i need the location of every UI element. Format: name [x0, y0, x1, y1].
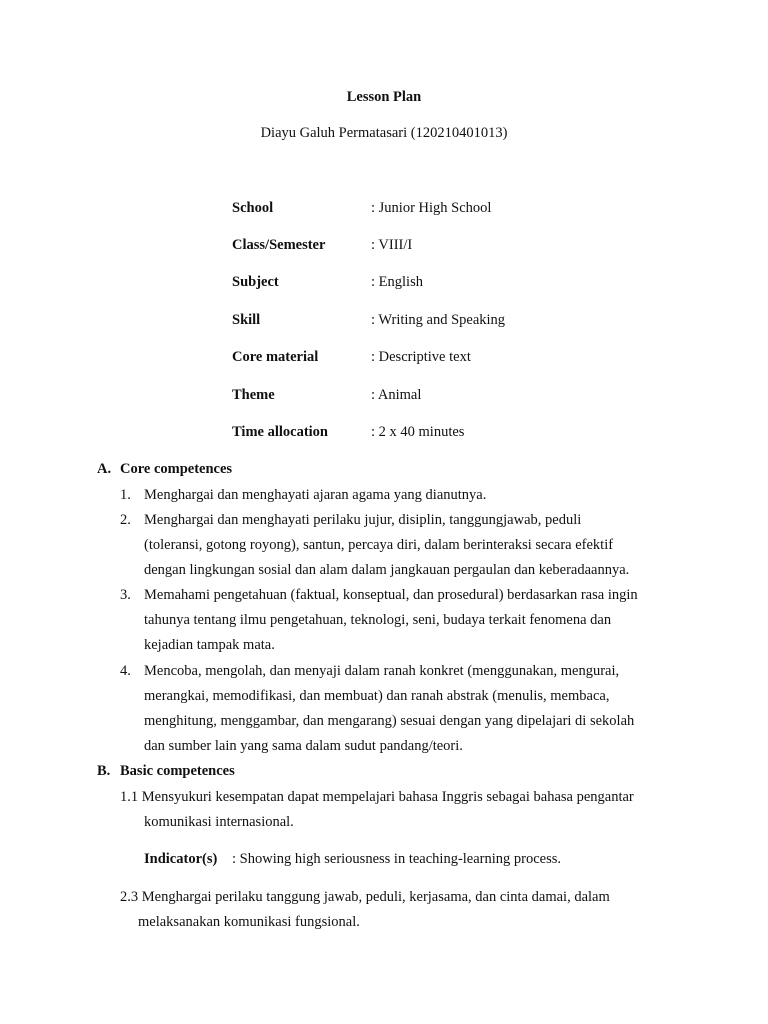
identity-value-core-material: : Descriptive text	[371, 349, 471, 365]
section-a-heading: Core competences	[120, 461, 233, 477]
identity-value-theme: : Animal	[371, 387, 422, 403]
section-a-marker: A.	[97, 461, 112, 477]
identity-value-subject: : English	[371, 274, 423, 290]
list-item-4-line-3: menghitung, menggambar, dan mengarang) sesuai dengan yang dipelajari di sekolah	[144, 713, 635, 729]
indicator-value: : Showing high seriousness in teaching-learning process.	[232, 851, 562, 867]
identity-label-core-material: Core material	[232, 349, 319, 365]
list-item-2-line-2: (toleransi, gotong royong), santun, percaya diri, dalam berinteraksi secara efektif	[144, 537, 614, 553]
indicator-label: Indicator(s)	[144, 851, 218, 867]
list-item-4-line-4: dan sumber lain yang sama dalam sudut pandang/teori.	[144, 738, 463, 754]
identity-label-time-allocation: Time allocation	[232, 424, 328, 440]
identity-value-school: : Junior High School	[371, 200, 492, 216]
list-item-4-line-1: Mencoba, mengolah, dan menyaji dalam ranah konkret (menggunakan, mengurai,	[144, 663, 620, 679]
identity-label-class: Class/Semester	[232, 237, 326, 253]
list-number-3: 3.	[120, 587, 131, 603]
list-item-1-line-1: Menghargai dan menghayati ajaran agama yang dianutnya.	[144, 487, 487, 503]
competence-1-1-line-2: komunikasi internasional.	[144, 814, 294, 830]
competence-2-3-line-2: melaksanakan komunikasi fungsional.	[138, 914, 360, 930]
page-title: Lesson Plan	[346, 89, 422, 105]
section-b-heading: Basic competences	[120, 763, 235, 779]
list-item-4-line-2: merangkai, memodifikasi, dan membuat) dan ranah abstrak (menulis, membaca,	[144, 688, 610, 704]
author-line: Diayu Galuh Permatasari (120210401013)	[260, 125, 508, 141]
list-number-4: 4.	[120, 663, 131, 679]
competence-1-1-line-1: 1.1 Mensyukuri kesempatan dapat mempelajari bahasa Inggris sebagai bahasa pengantar	[120, 789, 634, 805]
identity-value-class: : VIII/I	[371, 237, 413, 253]
section-b-marker: B.	[97, 763, 111, 779]
list-item-3-line-1: Memahami pengetahuan (faktual, konseptual, dan prosedural) berdasarkan rasa ingin	[144, 587, 638, 603]
identity-label-theme: Theme	[232, 387, 275, 403]
list-number-1: 1.	[120, 487, 131, 503]
list-item-3-line-2: tahunya tentang ilmu pengetahuan, teknologi, seni, budaya terkait fenomena dan	[144, 612, 612, 628]
identity-label-skill: Skill	[232, 312, 261, 328]
competence-2-3-line-1: 2.3 Menghargai perilaku tanggung jawab, peduli, kerjasama, dan cinta damai, dalam	[120, 889, 610, 905]
list-item-3-line-3: kejadian tampak mata.	[144, 637, 275, 653]
list-item-2-line-3: dengan lingkungan sosial dan alam dalam jangkauan pergaulan dan keberadaannya.	[144, 562, 630, 578]
identity-value-skill: : Writing and Speaking	[371, 312, 506, 328]
list-number-2: 2.	[120, 512, 131, 528]
identity-value-time-allocation: : 2 x 40 minutes	[371, 424, 465, 440]
identity-label-school: School	[232, 200, 274, 216]
identity-label-subject: Subject	[232, 274, 279, 290]
list-item-2-line-1: Menghargai dan menghayati perilaku jujur, disiplin, tanggungjawab, peduli	[144, 512, 582, 528]
